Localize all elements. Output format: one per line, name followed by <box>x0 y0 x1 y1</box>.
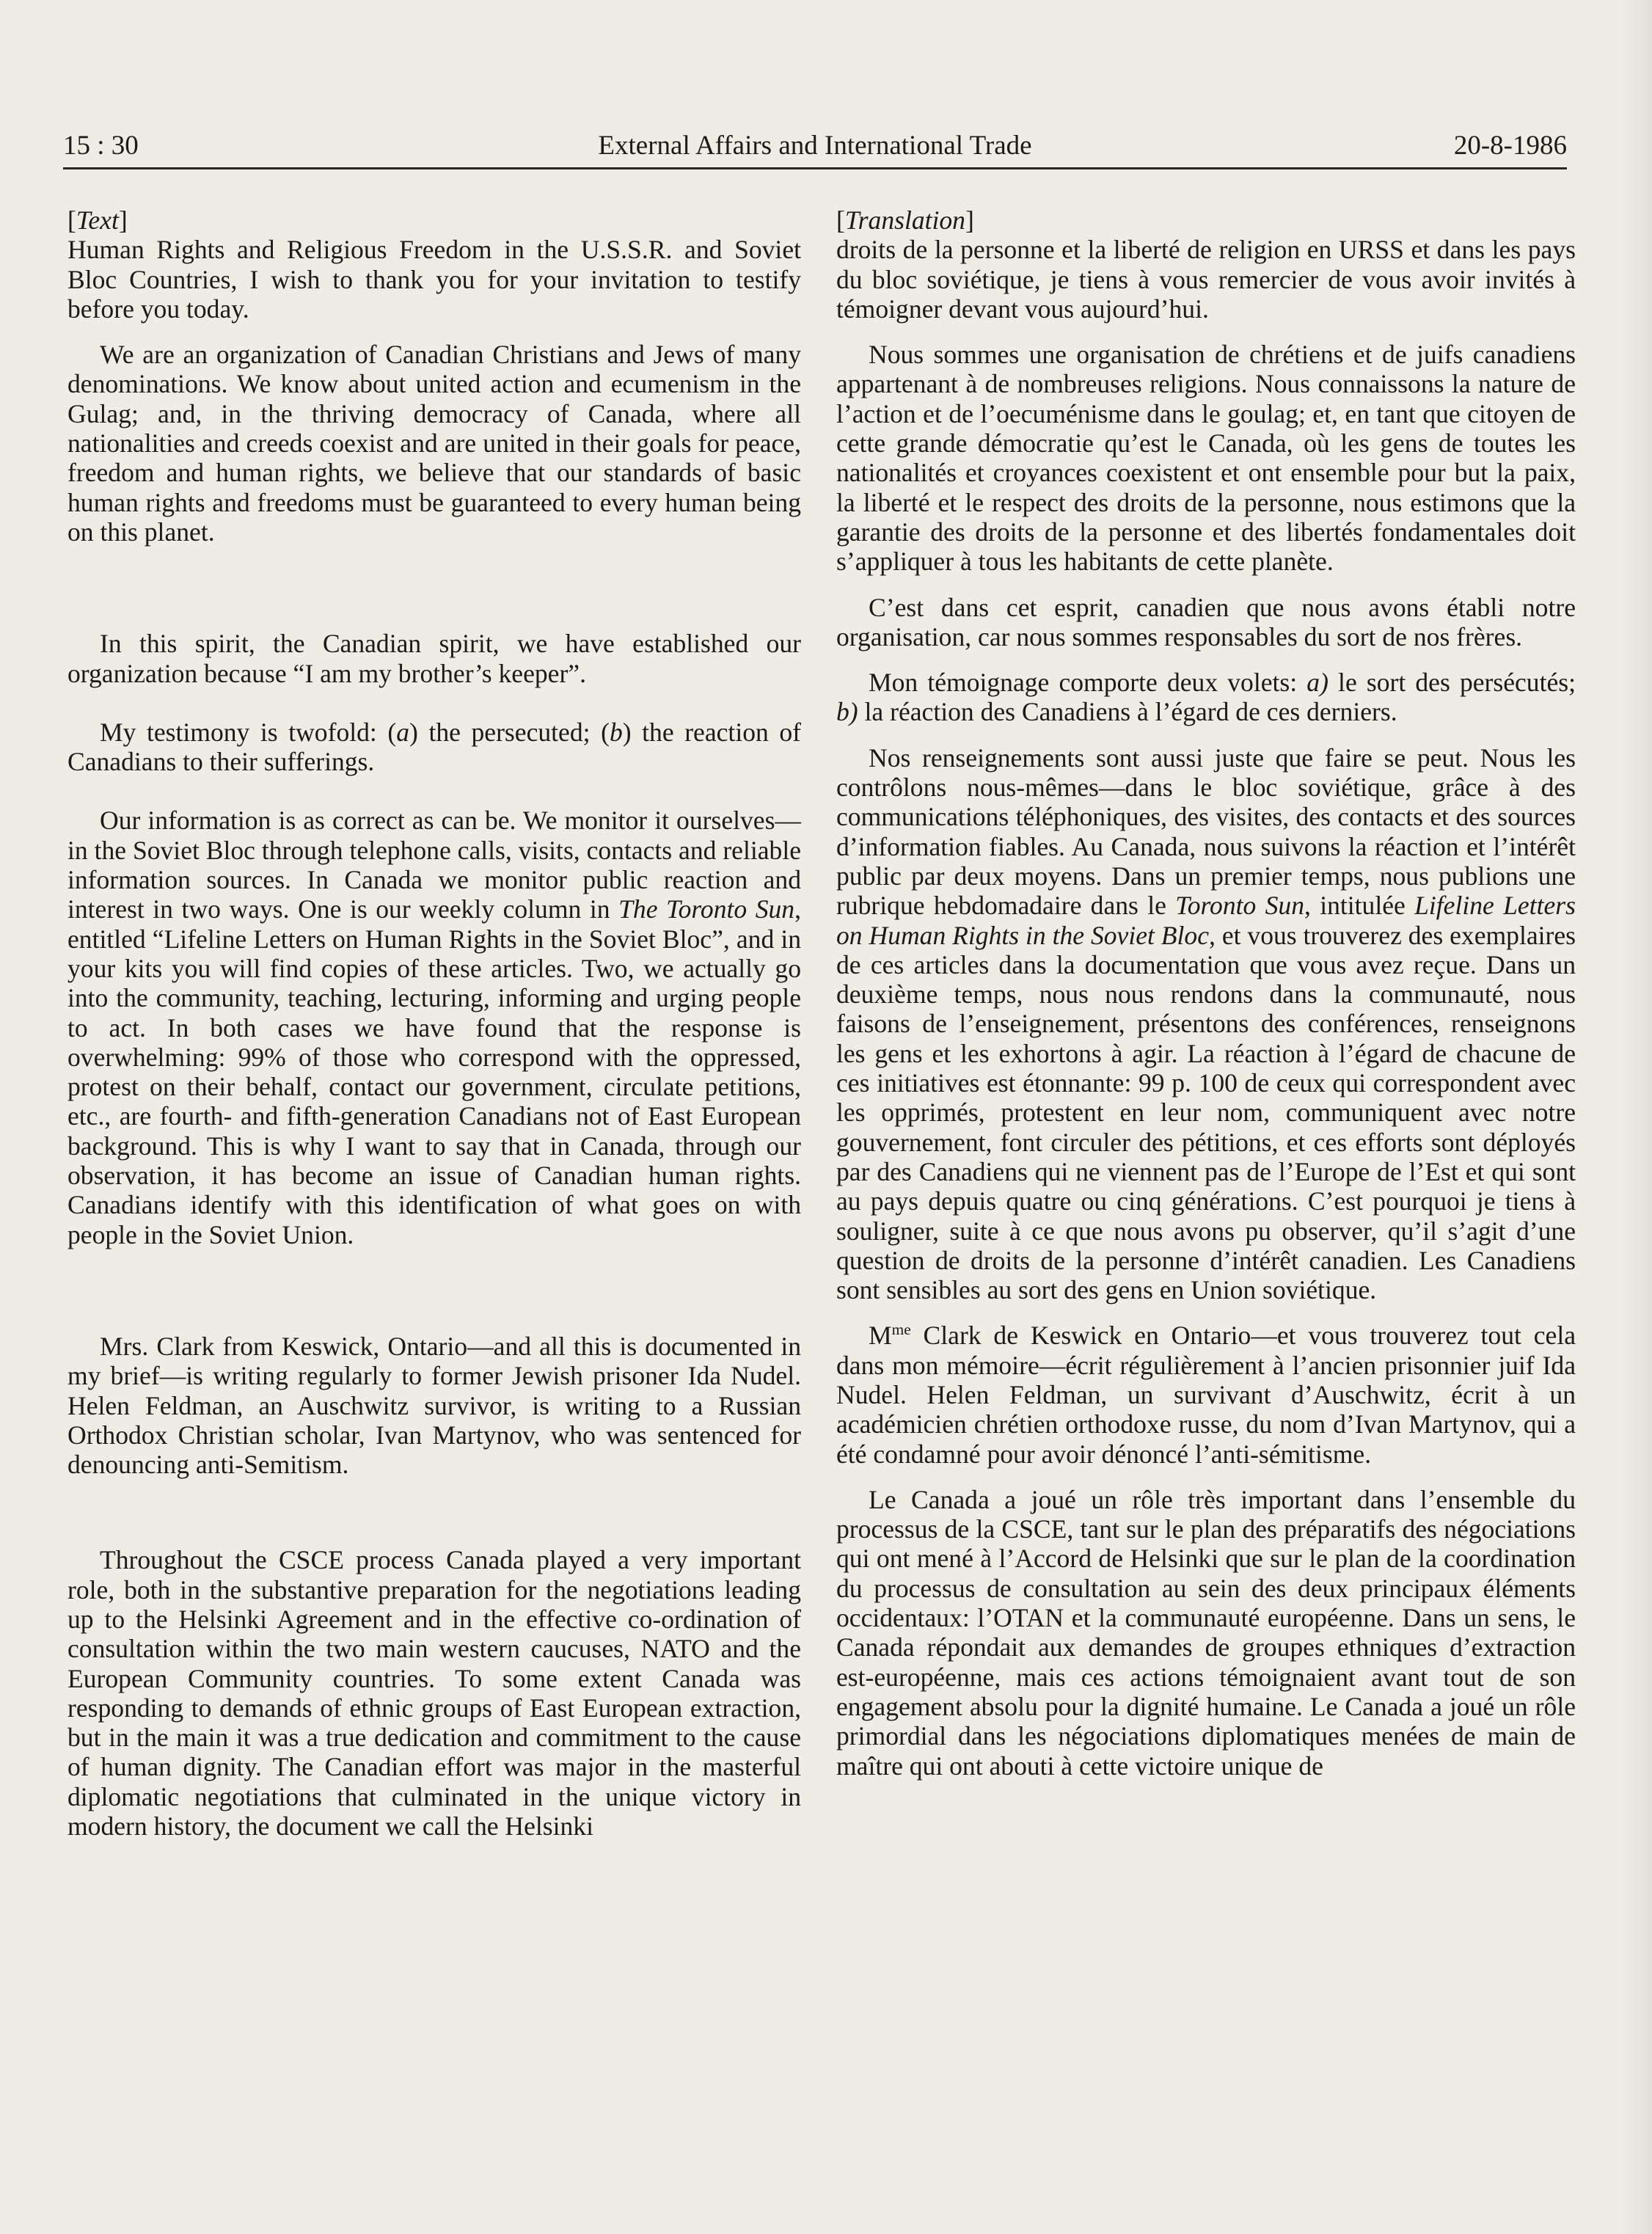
page-header <box>63 123 1567 169</box>
paragraph-testimony: My testimony is twofold: (a) the persecuted; (b) the reaction of Canadians to their sufferings. <box>67 717 801 777</box>
paragraph-csce: Throughout the CSCE process Canada played a very important role, both in the substantive preparation for the negotiations leading up to the Helsinki Agreement and in the effective co-ordination of consultation within the two main western caucuses, NATO and the European Community countries. To some extent Canada was responding to demands of ethnic groups of East European extraction, but in the main it was a true dedication and commitment to the cause of human dignity. The Canadian effort was major in the masterful diplomatic negotiations that culminated in the unique victory in modern history, the document we call the Helsinki <box>67 1545 801 1841</box>
paragraph-testimony-fr: Mon témoignage comporte deux volets: a) le sort des persécutés; b) la réaction des Canadiens à l’égard de ces derniers. <box>836 668 1576 727</box>
translation-label: [Translation] <box>836 205 974 235</box>
french-column <box>836 205 1576 1781</box>
paragraph-csce-fr: Le Canada a joué un rôle très important dans l’ensemble du processus de la CSCE, tant sur le plan des préparatifs des négociations qui ont mené à l’Accord de Helsinki que sur le plan de la coordination du processus de consultation au sein des deux principaux éléments occidentaux: l’OTAN et la communauté européenne. Dans un sens, le Canada répondait aux demandes de groupes ethniques d’extraction est-européenne, mais ces actions témoignaient avant tout de son engagement absolu pour la dignité humaine. Le Canada a joué un rôle primordial dans les négociations diplomatiques menées de main de maître qui ont abouti à cette victoire unique de <box>836 1484 1576 1781</box>
page-reference: 15 : 30 <box>63 131 139 161</box>
header-date: 20-8-1986 <box>1453 131 1567 161</box>
paragraph-information-fr: Nos renseignements sont aussi juste que faire se peut. Nous les contrôlons nous-mêmes—dans le bloc soviétique, grâce à des communications téléphoniques, des visites, des contacts et des sources d’information fiables. Au Canada, nous suivons la réaction et l’intérêt public par deux moyens. Dans un premier temps, nous publions une rubrique hebdomadaire dans le Toronto Sun, intitulée Lifeline Letters on Human Rights in the Soviet Bloc, et vous trouverez des exemplaires de ces articles dans la documentation que vous avez reçue. Dans un deuxième temps, nous nous rendons dans la communauté, nous faisons de l’enseignement, présentons des conférences, renseignons les gens et les exhortons à agir. La réaction à l’égard de chacune de ces initiatives est étonnante: 99 p. 100 de ceux qui correspondent avec les opprimés, protestent en leur nom, communiquent avec notre gouvernement, font circuler des pétitions, et ces efforts sont déployés par des Canadiens qui ne viennent pas de l’Europe de l’Est et qui sont au pays depuis quatre ou cinq générations. C’est pourquoi je tiens à souligner, suite à ce que nous avons pu observer, qu’il s’agit d’une question de droits de la personne d’intérêt canadien. Les Canadiens sont sensibles au sort des gens en Union soviétique. <box>836 742 1576 1305</box>
paragraph-spirit: In this spirit, the Canadian spirit, we have established our organization because “I am my brother’s keeper”. <box>67 629 801 688</box>
english-column <box>67 205 801 1841</box>
paragraph-organization: We are an organization of Canadian Christians and Jews of many denominations. We know about united action and ecumenism in the Gulag; and, in the thriving democracy of Canada, where all nationalities and creeds coexist and are united in their goals for peace, freedom and human rights, we believe that our standards of basic human rights and freedoms must be guaranteed to every human being on this planet. <box>67 340 801 547</box>
running-title: External Affairs and International Trade <box>598 131 1032 161</box>
paragraph-keswick-fr: $M^{me}$ Clark de Keswick en Ontario—et vous trouverez tout cela dans mon mémoire—écrit régulièrement à l’ancien prisonnier juif Ida Nudel. Helen Feldman, un survivant d’Auschwitz, écrit à un académicien chrétien orthodoxe russe, du nom d’Ivan Martynov, qui a été condamné pour avoir dénoncé l’anti-sémitisme. <box>836 1321 1576 1469</box>
paragraph-organization-fr: Nous sommes une organisation de chrétiens et de juifs canadiens appartenant à de nombreuses religions. Nous connaissons la nature de l’action et de l’oecuménisme dans le goulag; et, en tant que citoyen de cette grande démocratie qu’est le Canada, où les gens de toutes les nationalités et croyances coexistent et ont ensemble pour but la paix, la liberté et le respect des droits de la personne, nous estimons que la garantie des droits de la personne et des libertés fondamentales doit s’appliquer à tous les habitants de cette planète. <box>836 340 1576 577</box>
paragraph-opening-fr: droits de la personne et la liberté de religion en URSS et dans les pays du bloc soviétique, je tiens à vous remercier de vous avoir invités à témoigner devant vous aujourd’hui. <box>836 235 1576 324</box>
text-label: [Text] <box>67 205 128 235</box>
page-edge-shadow <box>1623 0 1652 2234</box>
paragraph-opening: Human Rights and Religious Freedom in the U.S.S.R. and Soviet Bloc Countries, I wish to thank you for your invitation to testify before you today. <box>67 235 801 324</box>
paragraph-spirit-fr: C’est dans cet esprit, canadien que nous avons établi notre organisation, car nous sommes responsables du sort de nos frères. <box>836 592 1576 651</box>
paragraph-keswick: Mrs. Clark from Keswick, Ontario—and all this is documented in my brief—is writing regularly to former Jewish prisoner Ida Nudel. Helen Feldman, an Auschwitz survivor, is writing to a Russian Orthodox Christian scholar, Ivan Martynov, who was sentenced for denouncing anti-Semitism. <box>67 1331 801 1480</box>
paragraph-information: Our information is as correct as can be. We monitor it ourselves—in the Soviet Bloc through telephone calls, visits, contacts and reliable information sources. In Canada we monitor public reaction and interest in two ways. One is our weekly column in The Toronto Sun, entitled “Lifeline Letters on Human Rights in the Soviet Bloc”, and in your kits you will find copies of these articles. Two, we actually go into the community, teaching, lecturing, informing and urging people to act. In both cases we have found that the response is overwhelming: 99% of those who correspond with the oppressed, protest on their behalf, contact our government, circulate petitions, etc., are fourth- and fifth-generation Canadians not of East European background. This is why I want to say that in Canada, through our observation, it has become an issue of Canadian human rights. Canadians identify with this identification of what goes on with people in the Soviet Union. <box>67 806 802 1249</box>
